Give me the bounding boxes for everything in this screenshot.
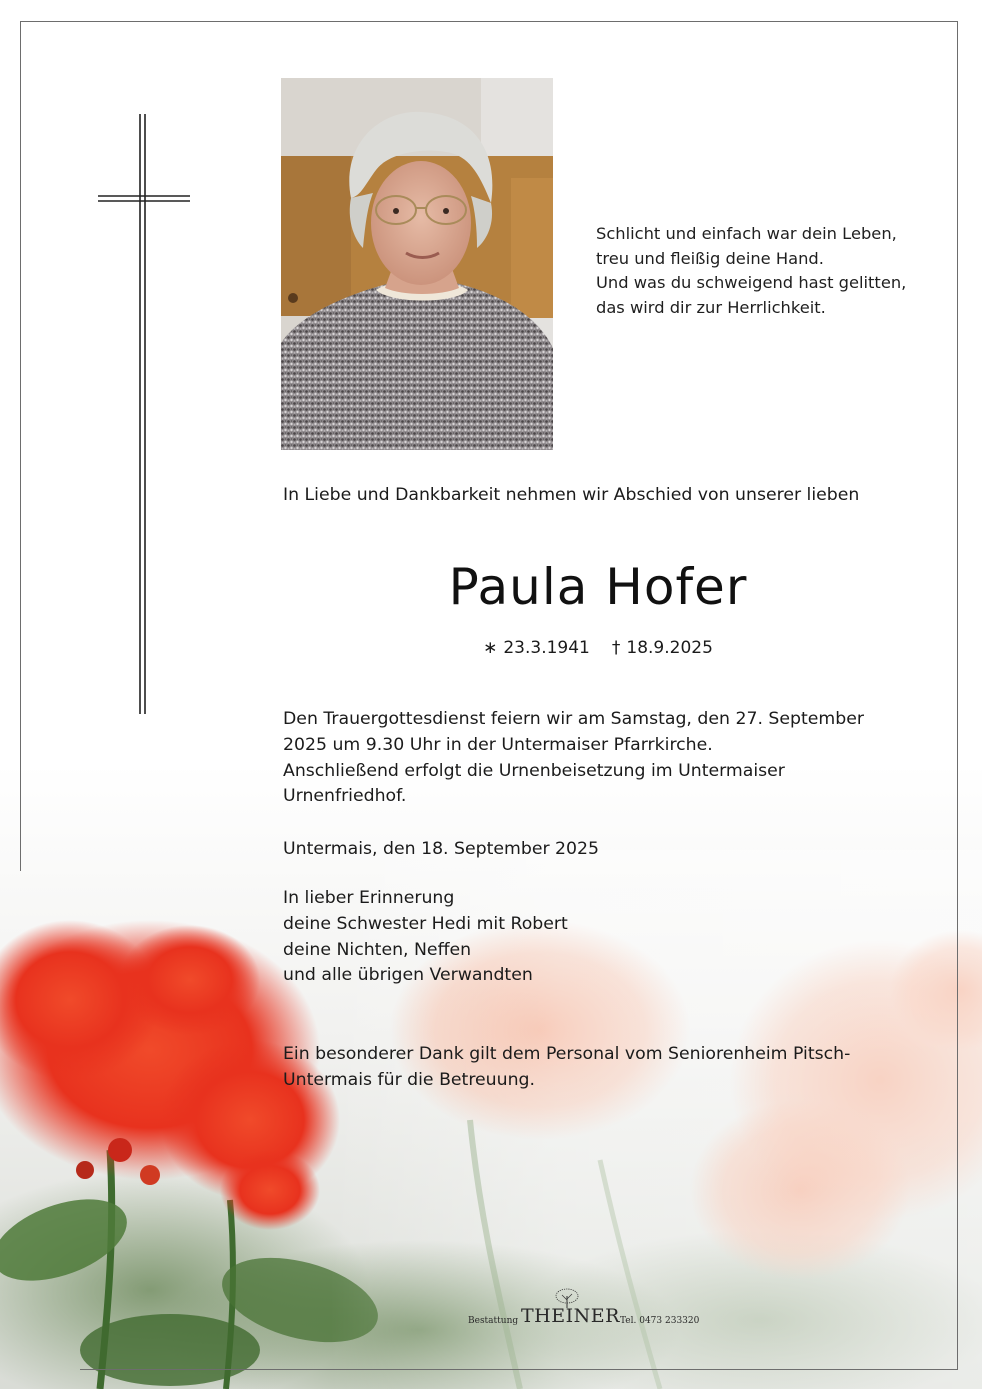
frame-line-left (20, 21, 21, 871)
death-date: 18.9.2025 (626, 638, 713, 658)
cross-icon (98, 114, 192, 714)
birth-star-icon: ∗ (483, 638, 498, 658)
intro-text: In Liebe und Dankbarkeit nehmen wir Abschied von unserer lieben (283, 485, 860, 505)
signature-block (283, 886, 568, 989)
thanks-line: Ein besonderer Dank gilt dem Personal vom Seniorenheim Pitsch- (283, 1044, 851, 1064)
verse (596, 222, 926, 320)
life-dates (283, 635, 913, 661)
service-line: Anschließend erfolgt die Urnenbeisetzung im Untermaiser (283, 760, 785, 781)
frame-line-top (20, 21, 958, 22)
footer-prefix: Bestattung (468, 1316, 519, 1326)
service-line: 2025 um 9.30 Uhr in der Untermaiser Pfarrkirche. (283, 734, 713, 755)
thanks-line: Untermais für die Betreuung. (283, 1069, 536, 1090)
verse-line: treu und fleißig deine Hand. (596, 248, 824, 268)
thanks-note (283, 1042, 850, 1094)
deceased-name: Paula Hofer (448, 558, 748, 616)
signature-line: deine Nichten, Neffen (283, 939, 472, 960)
verse-line: Schlicht und einfach war dein Leben, (596, 224, 897, 243)
portrait-photo (281, 78, 553, 450)
death-cross-icon: † (611, 638, 621, 658)
birth-date: 23.3.1941 (503, 638, 590, 658)
service-info (283, 707, 923, 810)
signature-line: und alle übrigen Verwandten (283, 965, 533, 986)
frame-line-bottom (80, 1369, 958, 1370)
place-date: Untermais, den 18. September 2025 (283, 839, 600, 859)
frame-line-right (957, 21, 958, 1370)
footer-phone: Tel. 0473 233320 (620, 1316, 700, 1326)
service-line: Den Trauergottesdienst feiern wir am Samstag, den 27. September (283, 709, 864, 729)
signature-line: In lieber Erinnerung (283, 888, 455, 908)
verse-line: Und was du schweigend hast gelitten, (596, 273, 907, 292)
service-line: Urnenfriedhof. (283, 786, 407, 807)
footer-brand: THEINER (521, 1305, 620, 1327)
verse-line: das wird dir zur Herrlichkeit. (596, 297, 826, 317)
signature-line: deine Schwester Hedi mit Robert (283, 913, 568, 934)
